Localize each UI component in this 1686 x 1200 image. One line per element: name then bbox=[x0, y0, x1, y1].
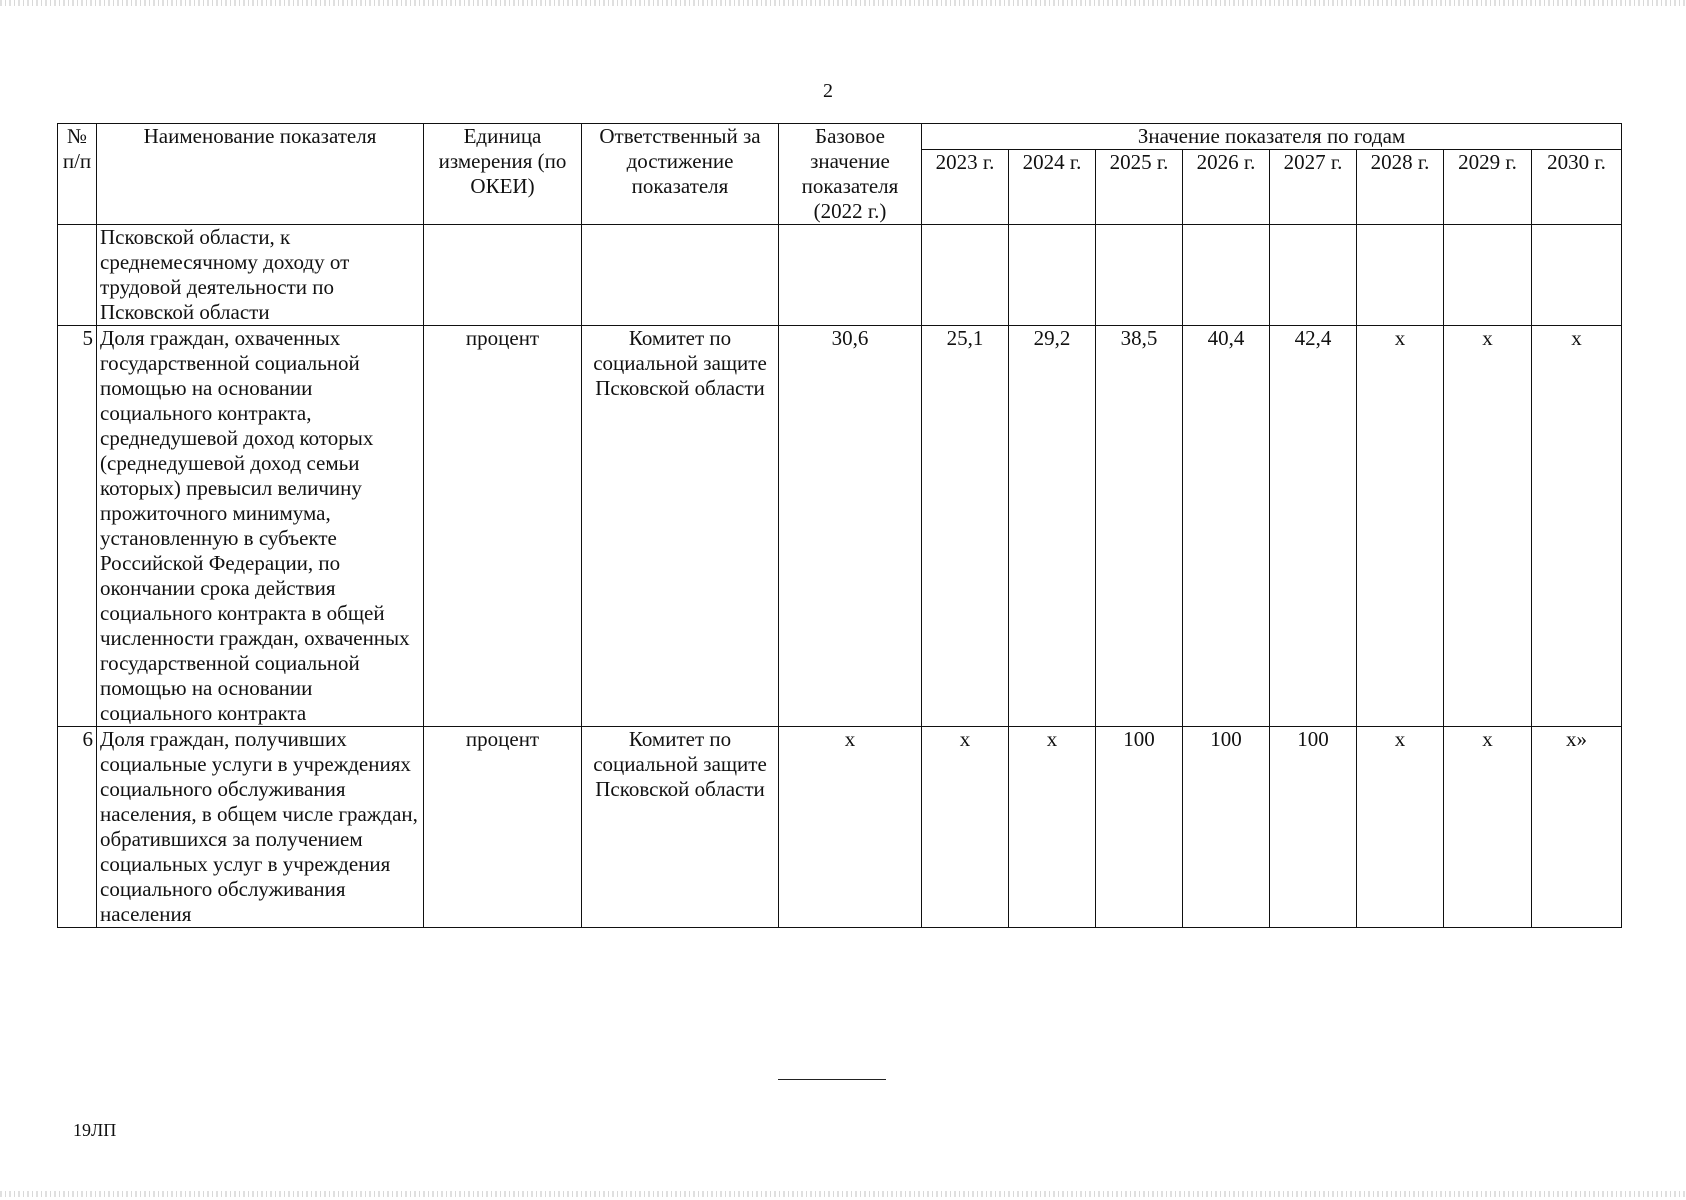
row-value-2026: 40,4 bbox=[1183, 326, 1270, 727]
header-years-group: Значение показателя по годам bbox=[922, 124, 1622, 150]
row-value-2028: х bbox=[1357, 326, 1444, 727]
row-base-value bbox=[779, 225, 922, 326]
row-value-2027: 100 bbox=[1270, 727, 1357, 928]
header-unit: Единица измерения (по ОКЕИ) bbox=[424, 124, 582, 225]
row-value-2028: х bbox=[1357, 727, 1444, 928]
row-indicator-name: Псковской области, к среднемесячному доходу от трудовой деятельности по Псковской области bbox=[97, 225, 424, 326]
row-value-2023: х bbox=[922, 727, 1009, 928]
row-unit: процент bbox=[424, 326, 582, 727]
header-year-2023: 2023 г. bbox=[922, 150, 1009, 225]
page-number: 2 bbox=[823, 80, 833, 102]
row-value-2030 bbox=[1532, 225, 1622, 326]
row-value-2030: х bbox=[1532, 326, 1622, 727]
row-value-2025: 38,5 bbox=[1096, 326, 1183, 727]
row-base-value: 30,6 bbox=[779, 326, 922, 727]
header-num: № п/п bbox=[58, 124, 97, 225]
table-header-row-1 bbox=[58, 124, 1622, 150]
row-value-2023: 25,1 bbox=[922, 326, 1009, 727]
row-value-2025: 100 bbox=[1096, 727, 1183, 928]
document-code: 19ЛП bbox=[73, 1120, 117, 1140]
scan-edge-bottom bbox=[0, 1191, 1686, 1197]
row-num: 5 bbox=[58, 326, 97, 727]
row-value-2026 bbox=[1183, 225, 1270, 326]
row-value-2026: 100 bbox=[1183, 727, 1270, 928]
row-value-2029: х bbox=[1444, 727, 1532, 928]
row-unit bbox=[424, 225, 582, 326]
header-year-2026: 2026 г. bbox=[1183, 150, 1270, 225]
row-value-2024: х bbox=[1009, 727, 1096, 928]
header-year-2030: 2030 г. bbox=[1532, 150, 1622, 225]
row-value-2029 bbox=[1444, 225, 1532, 326]
row-value-2028 bbox=[1357, 225, 1444, 326]
header-year-2025: 2025 г. bbox=[1096, 150, 1183, 225]
header-year-2029: 2029 г. bbox=[1444, 150, 1532, 225]
row-value-2023 bbox=[922, 225, 1009, 326]
header-year-2024: 2024 г. bbox=[1009, 150, 1096, 225]
scan-edge-top bbox=[0, 0, 1686, 6]
table-row bbox=[58, 727, 1622, 928]
header-responsible: Ответственный за достижение показателя bbox=[582, 124, 779, 225]
row-indicator-name: Доля граждан, получивших социальные услуги в учреждениях социального обслуживания населения, в общем числе граждан, обратившихся за получением социальных услуг в учреждения социального обслуживания населения bbox=[97, 727, 424, 928]
header-base-value: Базовое значение показателя (2022 г.) bbox=[779, 124, 922, 225]
row-responsible: Комитет по социальной защите Псковской области bbox=[582, 727, 779, 928]
row-responsible: Комитет по социальной защите Псковской области bbox=[582, 326, 779, 727]
header-year-2028: 2028 г. bbox=[1357, 150, 1444, 225]
row-indicator-name: Доля граждан, охваченных государственной социальной помощью на основании социального контракта, среднедушевой доход которых (среднедушевой доход семьи которых) превысил величину прожиточного минимума, установленную в субъекте Российской Федерации, по окончании срока действия социального контракта в общей численности граждан, охваченных государственной социальной помощью на основании социального контракта bbox=[97, 326, 424, 727]
end-rule-divider bbox=[778, 1079, 886, 1080]
row-value-2024 bbox=[1009, 225, 1096, 326]
header-year-2027: 2027 г. bbox=[1270, 150, 1357, 225]
indicators-table bbox=[57, 123, 1622, 928]
row-num bbox=[58, 225, 97, 326]
row-unit: процент bbox=[424, 727, 582, 928]
row-num: 6 bbox=[58, 727, 97, 928]
row-value-2027: 42,4 bbox=[1270, 326, 1357, 727]
row-value-2027 bbox=[1270, 225, 1357, 326]
table-row bbox=[58, 225, 1622, 326]
table-row bbox=[58, 326, 1622, 727]
row-value-2024: 29,2 bbox=[1009, 326, 1096, 727]
row-value-2029: х bbox=[1444, 326, 1532, 727]
row-value-2030: х» bbox=[1532, 727, 1622, 928]
row-value-2025 bbox=[1096, 225, 1183, 326]
header-name: Наименование показателя bbox=[97, 124, 424, 225]
row-responsible bbox=[582, 225, 779, 326]
row-base-value: х bbox=[779, 727, 922, 928]
